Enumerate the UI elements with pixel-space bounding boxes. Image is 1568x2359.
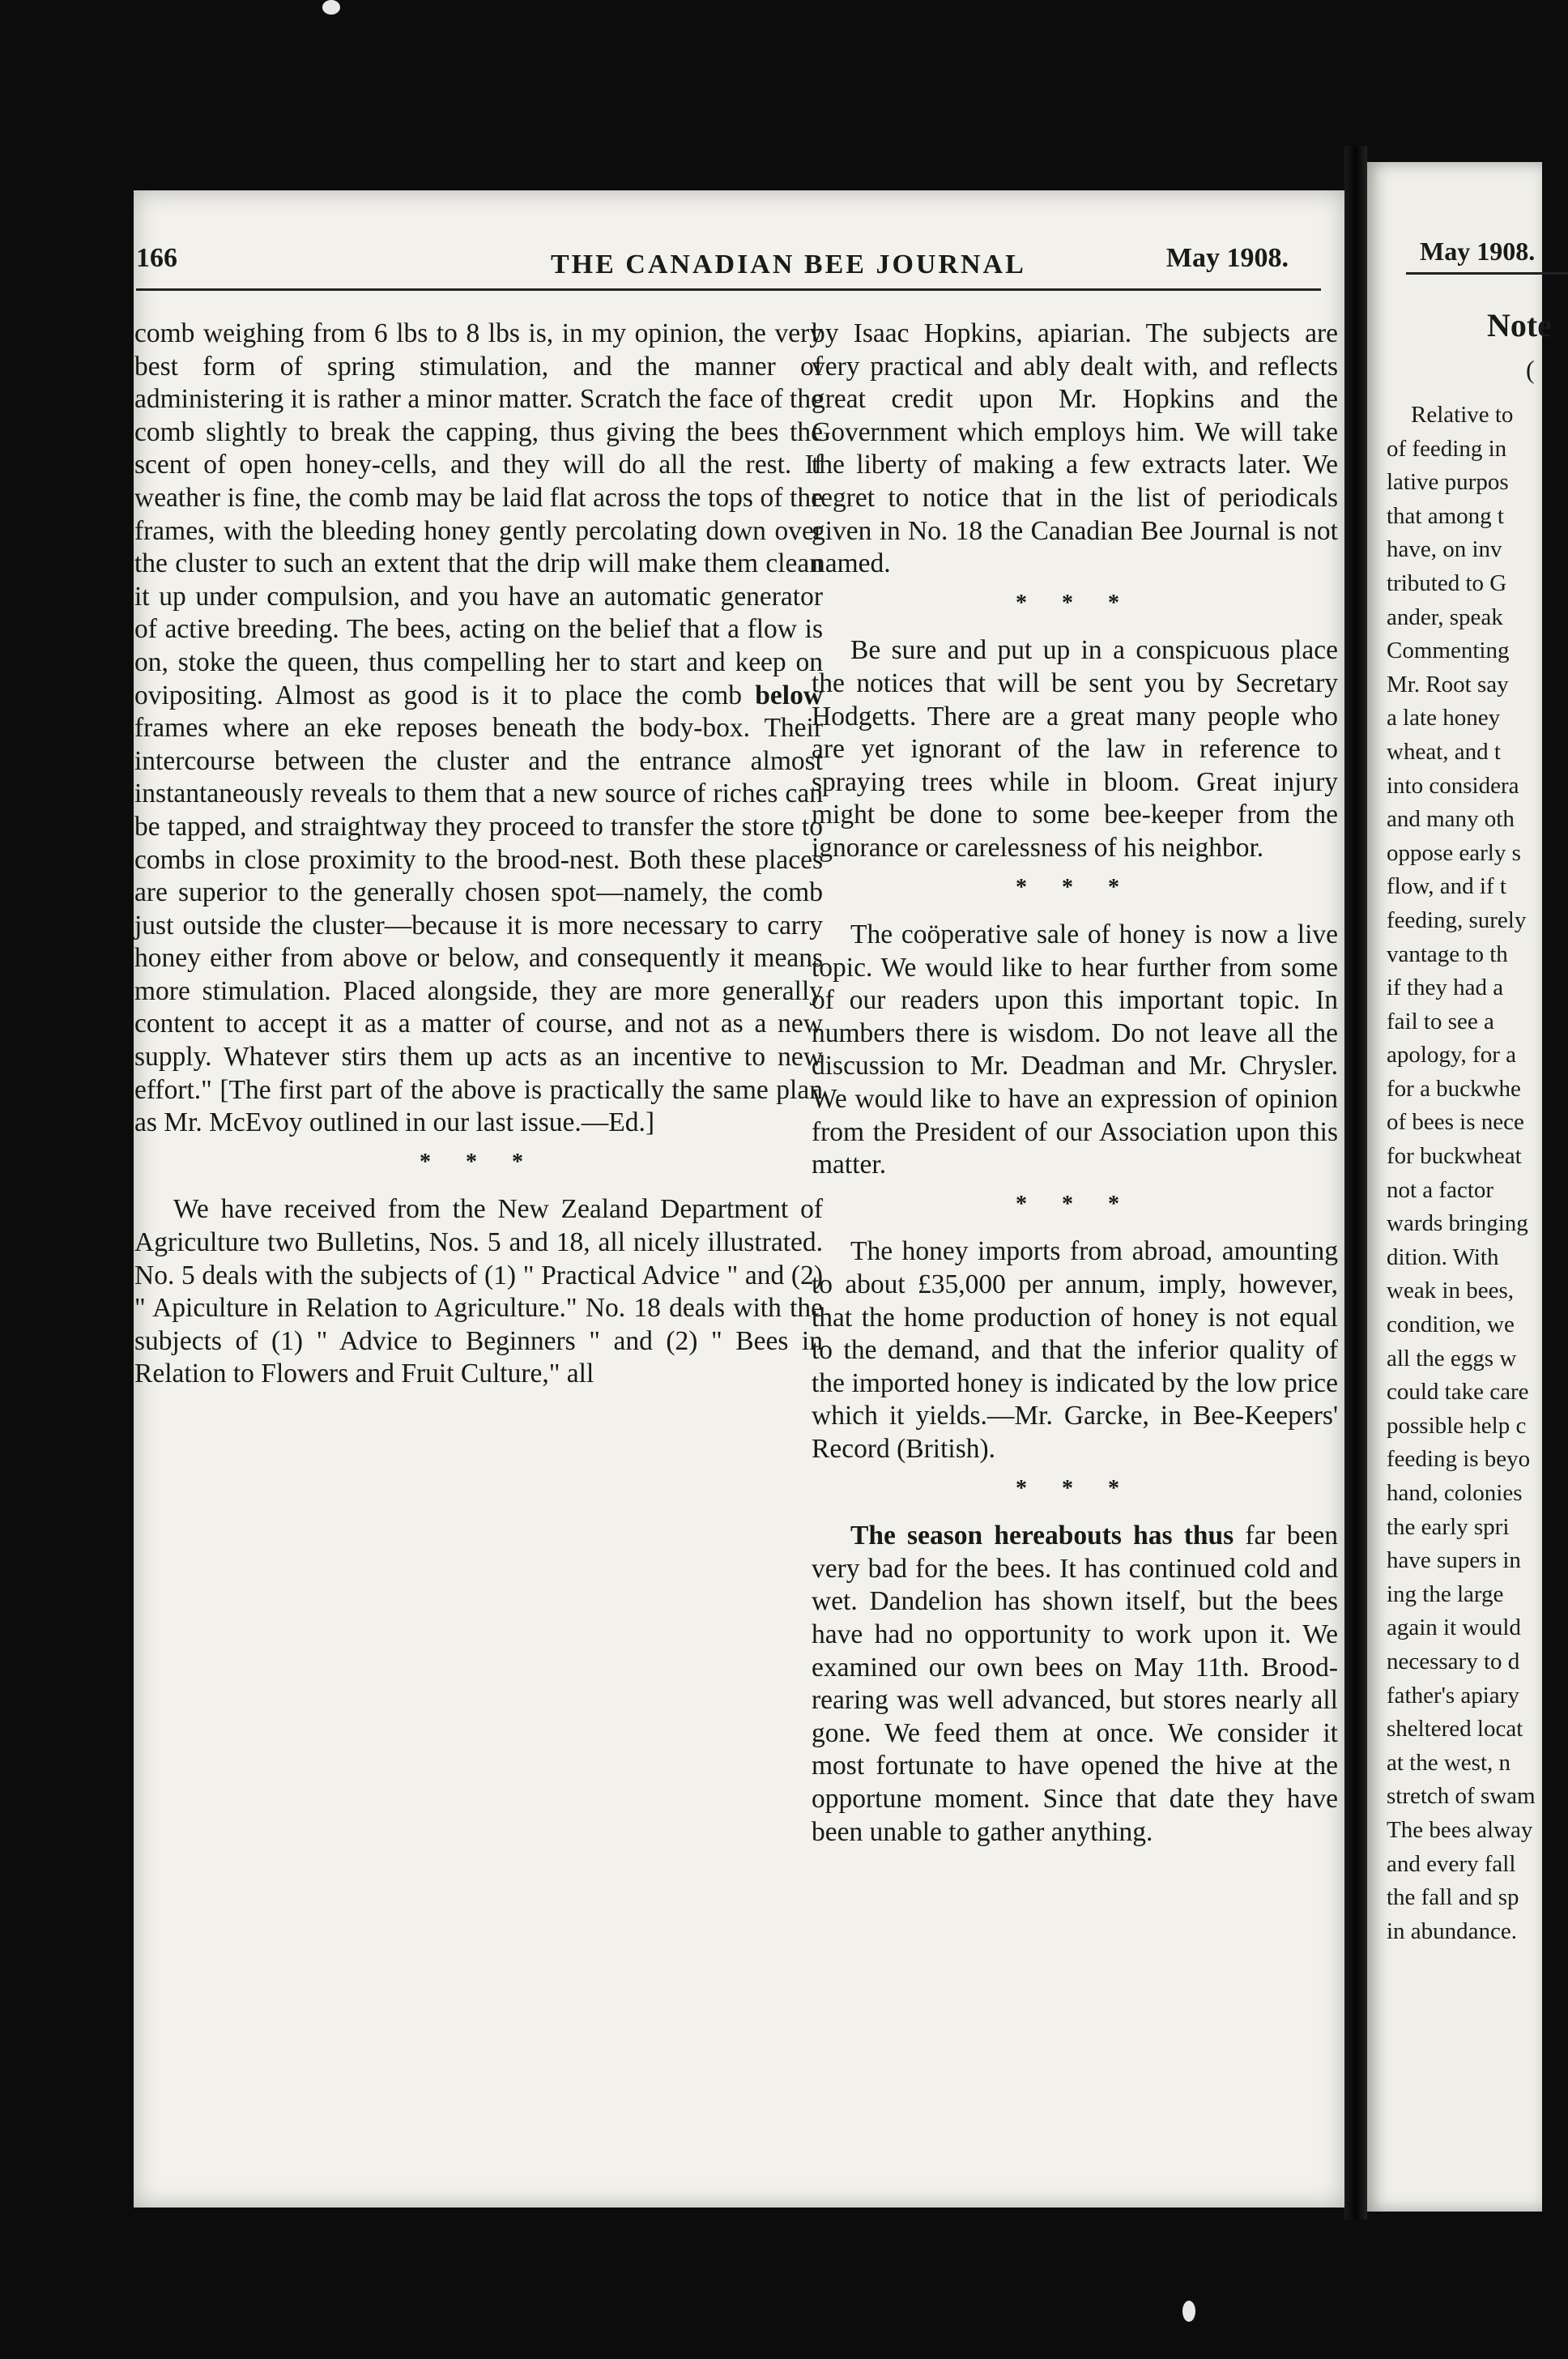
- right-page-line: stretch of swam: [1387, 1783, 1536, 1810]
- bold-lead: The season hereabouts has thus: [850, 1521, 1234, 1551]
- right-page-line: and every fall: [1387, 1850, 1516, 1877]
- right-page-line: have, on inv: [1387, 536, 1502, 563]
- right-page-line: the fall and sp: [1387, 1884, 1519, 1911]
- article-paragraph: by Isaac Hopkins, apiarian. The subjects are very practical and ably dealt with, and reflects great credit upon Mr. Hopkins and the Government which employs him. We will take the liberty of making a few extracts later. We regret to notice that in the list of periodicals given in No. 18 the Canadian Bee Journal is not named.: [812, 318, 1338, 579]
- right-page-line: flow, and if t: [1387, 873, 1506, 900]
- issue-date: May 1908.: [1165, 243, 1289, 273]
- right-page-line: oppose early s: [1387, 839, 1521, 866]
- section-divider: * * *: [1016, 874, 1134, 900]
- right-page-line: tributed to G: [1387, 569, 1507, 596]
- right-page-line: if they had a: [1387, 975, 1504, 1001]
- right-page-line: fail to see a: [1387, 1008, 1494, 1034]
- article-paragraph: [134, 318, 823, 1140]
- right-page-line: ander, speak: [1387, 604, 1503, 630]
- right-page-line: feeding, surely: [1387, 906, 1527, 933]
- right-page-line: could take care: [1387, 1379, 1529, 1406]
- page-header: [136, 243, 1321, 291]
- right-page-line: The bees alway: [1387, 1816, 1533, 1843]
- right-page-line: have supers in: [1387, 1547, 1521, 1574]
- right-page-heading: Note: [1487, 307, 1552, 343]
- right-page-line: a late honey: [1387, 705, 1501, 732]
- right-page-line: condition, we: [1387, 1312, 1515, 1338]
- right-page-line: dition. With: [1387, 1243, 1499, 1270]
- right-page-line: lative purpos: [1387, 469, 1509, 496]
- right-page-line: sheltered locat: [1387, 1716, 1523, 1743]
- right-page-text: [1387, 399, 1536, 1948]
- article-paragraph: The coöperative sale of honey is now a live topic. We would like to hear further from some of our readers upon this important topic. In numbers there is wisdom. Do not leave all the discussion to Mr. Deadman and Mr. Chrysler. We would like to have an expression of opinion from the President of our Association upon this matter.: [812, 919, 1338, 1180]
- left-column: [134, 318, 823, 1391]
- right-page-line: apology, for a: [1387, 1042, 1516, 1069]
- header-rule: [1406, 272, 1568, 275]
- article-paragraph: Be sure and put up in a conspicuous place the notices that will be sent you by Secretary Hodgetts. There are a great many people who are yet ignorant of the law in reference to spraying trees while in bloom. Great injury might be done to some bee-keeper from the ignorance or carelessness of his neighbor.: [812, 635, 1338, 863]
- article-paragraph: [812, 1520, 1338, 1849]
- paragraph-text: comb weighing from 6 lbs to 8 lbs is, in my opinion, the very best form of spring stimulation, and the manner of administering it is rather a minor matter. Scratch the face of the comb slightly to break the capping, thus giving the bees the scent of open honey-cells, and they will do all the rest. If weather is fine, the comb may be laid flat across the tops of the frames, with the bleeding honey gently percolating down over the cluster to such an extent that the drip will make them clean it up under compulsion, and you have an automatic generator of active breeding. The bees, acting on the belief that a flow is on, stoke the queen, thus compelling her to start and keep on ovipositing. Almost as good is it to place the comb: [134, 318, 823, 710]
- right-page-line: ing the large: [1387, 1580, 1504, 1607]
- article-paragraph: The honey imports from abroad, amounting to about £35,000 per annum, imply, however, that the home production of honey is not equal to the demand, and that the inferior quality of the imported honey is indicated by the low price which it yields.—Mr. Garcke, in Bee-Keepers' Record (British).: [812, 1236, 1338, 1464]
- right-page-line: Commenting: [1387, 638, 1510, 664]
- right-page-line: of bees is nece: [1387, 1109, 1524, 1136]
- right-page-line: hand, colonies: [1387, 1480, 1523, 1506]
- right-page-line: feeding is beyo: [1387, 1446, 1531, 1473]
- section-divider: * * *: [1016, 1475, 1134, 1501]
- paragraph-text: frames where an eke reposes beneath the body-box. Their intercourse between the cluster and the entrance almost instantaneously reveals to them that a new source of riches can be tapped, and straightway they proceed to transfer the store to combs in close proximity to the brood-nest. Both these places are superior to the generally chosen spot—namely, the comb just outside the cluster—because it is more necessary to carry honey either from above or below, and consequently it means more stimulation. Placed alongside, they are more generally content to accept it as a matter of course, and not as a new supply. Whatever stirs them up acts as an incentive to new effort." [The first part of the above is practically the same plan as Mr. McEvoy outlined in our last issue.—Ed.]: [134, 713, 823, 1138]
- dust-speck: [322, 0, 340, 15]
- right-page-line: all the eggs w: [1387, 1345, 1517, 1371]
- right-page-line: in abundance.: [1387, 1917, 1518, 1944]
- right-page-line: not a factor: [1387, 1176, 1494, 1203]
- right-page-line: of feeding in: [1387, 435, 1507, 462]
- right-page-line: possible help c: [1387, 1412, 1527, 1439]
- right-page-line: at the west, n: [1387, 1749, 1511, 1776]
- right-page-line: that among t: [1387, 502, 1504, 529]
- page-gutter: [1344, 146, 1367, 2220]
- right-page-line: into considera: [1387, 772, 1519, 799]
- page-number: 166: [136, 243, 177, 273]
- right-page-line: weak in bees,: [1387, 1278, 1515, 1304]
- bold-word: below: [755, 680, 824, 710]
- right-page-line: vantage to th: [1387, 941, 1508, 967]
- section-divider: * * *: [1016, 1191, 1134, 1217]
- right-page-line: for a buckwhe: [1387, 1075, 1521, 1102]
- dust-speck: [1182, 2301, 1195, 2322]
- right-page-line: for buckwheat: [1387, 1143, 1522, 1170]
- right-page-line: the early spri: [1387, 1513, 1510, 1540]
- section-divider: * * *: [1016, 590, 1134, 616]
- section-divider: * * *: [420, 1149, 538, 1175]
- journal-title: THE CANADIAN BEE JOURNAL: [551, 250, 1026, 279]
- right-page-date: May 1908.: [1420, 237, 1536, 266]
- middle-column: [812, 318, 1338, 1849]
- right-page-line: and many oth: [1387, 806, 1515, 833]
- right-page-line: Relative to: [1411, 402, 1514, 428]
- right-page-subheading: (: [1526, 355, 1535, 384]
- right-page-line: Mr. Root say: [1387, 671, 1509, 697]
- right-page-line: wards bringing: [1387, 1210, 1528, 1237]
- right-page-line: necessary to d: [1387, 1648, 1520, 1674]
- article-paragraph: We have received from the New Zealand Department of Agriculture two Bulletins, Nos. 5 and 18, all nicely illustrated. No. 5 deals with the subjects of (1) " Practical Advice " and (2) " Apiculture in Relation to Agriculture." No. 18 deals with the subjects of (1) " Advice to Beginners " and (2) " Bees in Relation to Flowers and Fruit Culture," all: [134, 1194, 823, 1389]
- right-page-line: father's apiary: [1387, 1682, 1519, 1708]
- right-page-line: wheat, and t: [1387, 738, 1501, 765]
- right-page: [1367, 162, 1552, 2212]
- right-page-line: again it would: [1387, 1615, 1521, 1641]
- paragraph-text: far been very bad for the bees. It has continued cold and wet. Dandelion has shown itself, but the bees have had no opportunity to work upon it. We examined our own bees on May 11th. Brood-rearing was well advanced, but stores nearly all gone. We feed them at once. We consider it most fortunate to have opened the hive at the opportune moment. Since that date they have been unable to gather anything.: [812, 1521, 1338, 1847]
